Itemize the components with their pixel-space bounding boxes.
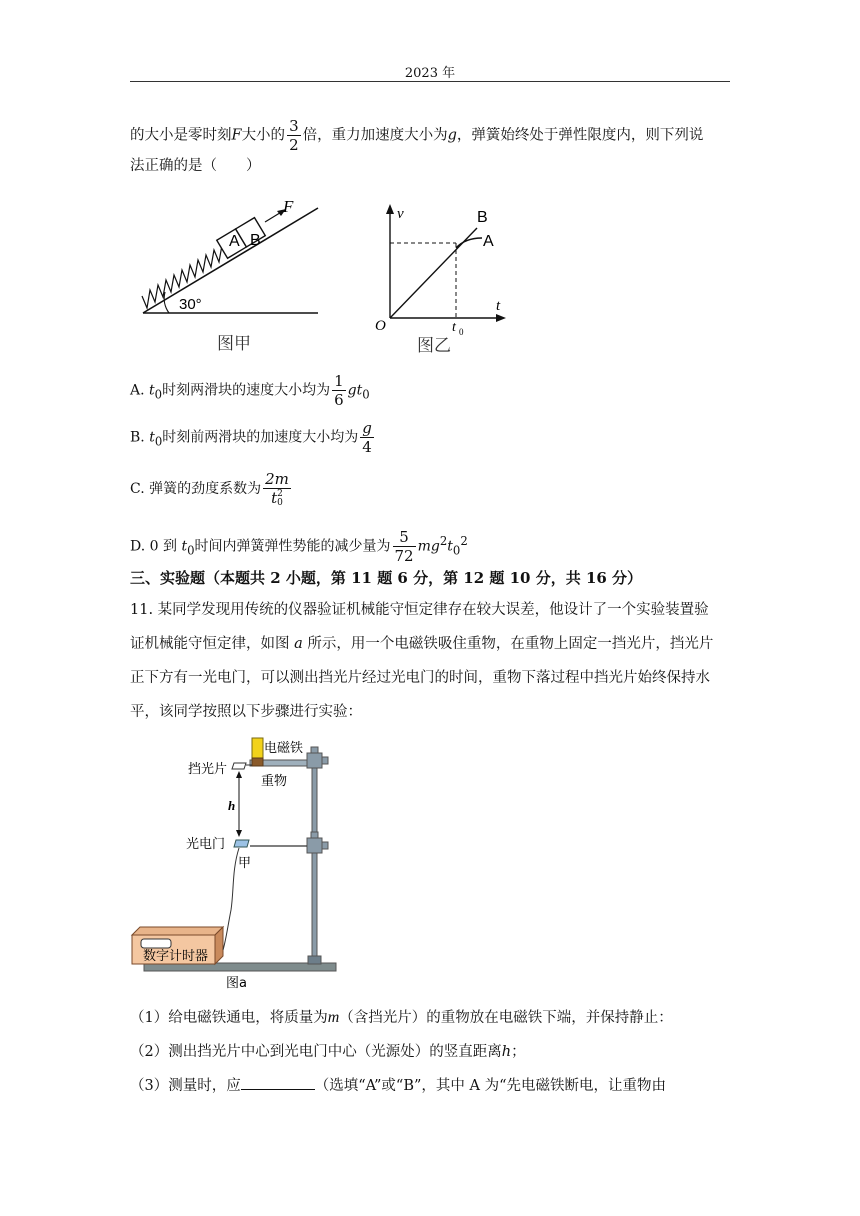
fraction-1-6 (332, 372, 346, 409)
origin-label: O (375, 318, 386, 334)
step-2-h: h (501, 1044, 512, 1060)
figure-a-apparatus (128, 730, 343, 995)
figure-yi-vt-graph (370, 200, 510, 360)
fraction-numerator: 5 (393, 528, 416, 547)
curve-b-label: B (477, 209, 488, 226)
t0-subscript: 0 (459, 327, 464, 337)
q11-line-4: 平，该同学按照以下步骤进行实验： (130, 704, 362, 720)
intro-symbol-F: F (231, 127, 242, 144)
option-D-sub: 0 (452, 543, 461, 558)
q11-l2-b: 所示，用一个电磁铁吸住重物，在重物上固定一挡光片，挡光片 (302, 636, 714, 652)
fraction-3-2 (287, 117, 301, 154)
t0-subscript: 0 (154, 434, 163, 449)
option-D-sup: 2 (439, 533, 448, 548)
den-t: t (271, 489, 278, 507)
fraction-numerator: g (362, 419, 372, 437)
t0-subscript: 0 (154, 387, 163, 402)
question-intro-line-1 (130, 117, 703, 154)
fraction-numerator: 3 (289, 117, 299, 135)
fraction-denominator: 6 (334, 391, 344, 409)
fraction-g-4 (360, 419, 374, 456)
option-D-t: t (447, 538, 453, 555)
fraction-numerator: 2m (265, 470, 289, 488)
t0-symbol: t (149, 429, 155, 446)
option-A-text: 时刻两滑块的速度大小均为 (162, 382, 331, 399)
angle-label: 30° (179, 296, 202, 313)
den-sub: 0 (277, 498, 283, 508)
t0-symbol: t (181, 538, 188, 555)
section-3-heading: 三、实验题（本题共 2 小题，第 11 题 6 分，第 12 题 10 分，共 16 分） (130, 569, 643, 587)
intro-text-d: ，弹簧始终处于弹性限度内，则下列说 (456, 127, 704, 144)
axis-v-label: v (397, 206, 404, 222)
intro-text-c: 倍，重力加速度大小为 (302, 127, 448, 144)
step-3-a: （3）测量时，应 (130, 1078, 241, 1094)
option-D-prefix: D. 0 到 (130, 538, 182, 555)
option-A-prefix: A. (130, 382, 150, 399)
fraction-2m-t0sq (263, 470, 291, 508)
question-intro-line-2: 法正确的是（ ） (130, 158, 261, 174)
step-3 (130, 1075, 666, 1096)
curve-a-label: A (483, 233, 494, 250)
intro-text-a: 的大小是零时刻 (130, 127, 232, 144)
den-sup: 2 (277, 489, 283, 499)
header-rule (130, 81, 730, 82)
label-h: h (228, 798, 236, 813)
step-1-b: （含挡光片）的重物放在电磁铁下端，并保持静止： (339, 1010, 673, 1026)
intro-text-b: 大小的 (241, 127, 286, 144)
option-D-sup2: 2 (460, 533, 468, 548)
option-D (130, 528, 468, 565)
option-B-prefix: B. (130, 429, 150, 446)
force-F-label: F (283, 197, 294, 216)
t0-subscript: 0 (187, 543, 195, 558)
answer-blank[interactable] (241, 1075, 315, 1090)
t0-symbol: t (149, 382, 155, 399)
figure-jia-caption: 图甲 (217, 334, 251, 354)
option-D-text: 时间内弹簧弹性势能的减少量为 (194, 538, 391, 555)
option-C-prefix: C. 弹簧的劲度系数为 (130, 481, 262, 497)
option-B (130, 419, 376, 456)
option-D-mg: mg (417, 538, 440, 555)
label-electromagnet: 电磁铁 (264, 741, 304, 756)
fraction-denominator: 2 (289, 136, 299, 154)
fraction-numerator: 1 (334, 372, 344, 390)
label-jia: 甲 (238, 856, 252, 871)
fraction-denominator: 4 (362, 438, 372, 456)
option-A (130, 372, 370, 409)
q11-l2-italic-a: a (294, 636, 303, 652)
figure-yi-caption: 图乙 (417, 336, 451, 356)
step-2-b: ； (511, 1044, 526, 1060)
block-a-label: A (229, 233, 240, 250)
q11-line-1: 11. 某同学发现用传统的仪器验证机械能守恒定律存在较大误差，他设计了一个实验装置验 (130, 602, 709, 618)
option-C (130, 470, 293, 508)
q11-line-2 (130, 634, 713, 654)
step-1 (130, 1008, 673, 1028)
step-3-b: （选填“A”或“B”，其中 A 为“先电磁铁断电，让重物由 (314, 1078, 666, 1094)
q11-l2-a: 证机械能守恒定律，如图 (130, 636, 295, 652)
step-1-m: m (327, 1009, 340, 1026)
label-weight: 重物 (261, 774, 288, 789)
block-b-label: B (250, 232, 261, 249)
step-2-a: （2）测出挡光片中心到光电门中心（光源处）的竖直距离 (130, 1044, 502, 1060)
q11-line-3: 正下方有一光电门，可以测出挡光片经过光电门的时间，重物下落过程中挡光片始终保持水 (130, 670, 710, 686)
option-A-tail: gt (347, 382, 363, 399)
label-photogate: 光电门 (186, 837, 226, 852)
axis-t-label: t (496, 298, 501, 314)
intro-symbol-g: g (447, 127, 457, 144)
t0-label: t (452, 320, 456, 335)
figure-jia-incline (125, 192, 330, 362)
step-2 (130, 1042, 526, 1062)
option-A-tail-sub: 0 (362, 387, 370, 402)
page-header-year: 2023 年 (404, 66, 456, 81)
fraction-denominator (263, 489, 291, 508)
figure-a-caption: 图a (226, 976, 247, 991)
label-digital-timer: 数字计时器 (143, 949, 209, 964)
fraction-denominator: 72 (394, 547, 414, 565)
step-1-a: （1）给电磁铁通电，将质量为 (130, 1010, 328, 1026)
label-light-plate: 挡光片 (188, 762, 228, 777)
option-B-text: 时刻前两滑块的加速度大小均为 (162, 429, 359, 446)
fraction-5-72 (393, 528, 416, 565)
